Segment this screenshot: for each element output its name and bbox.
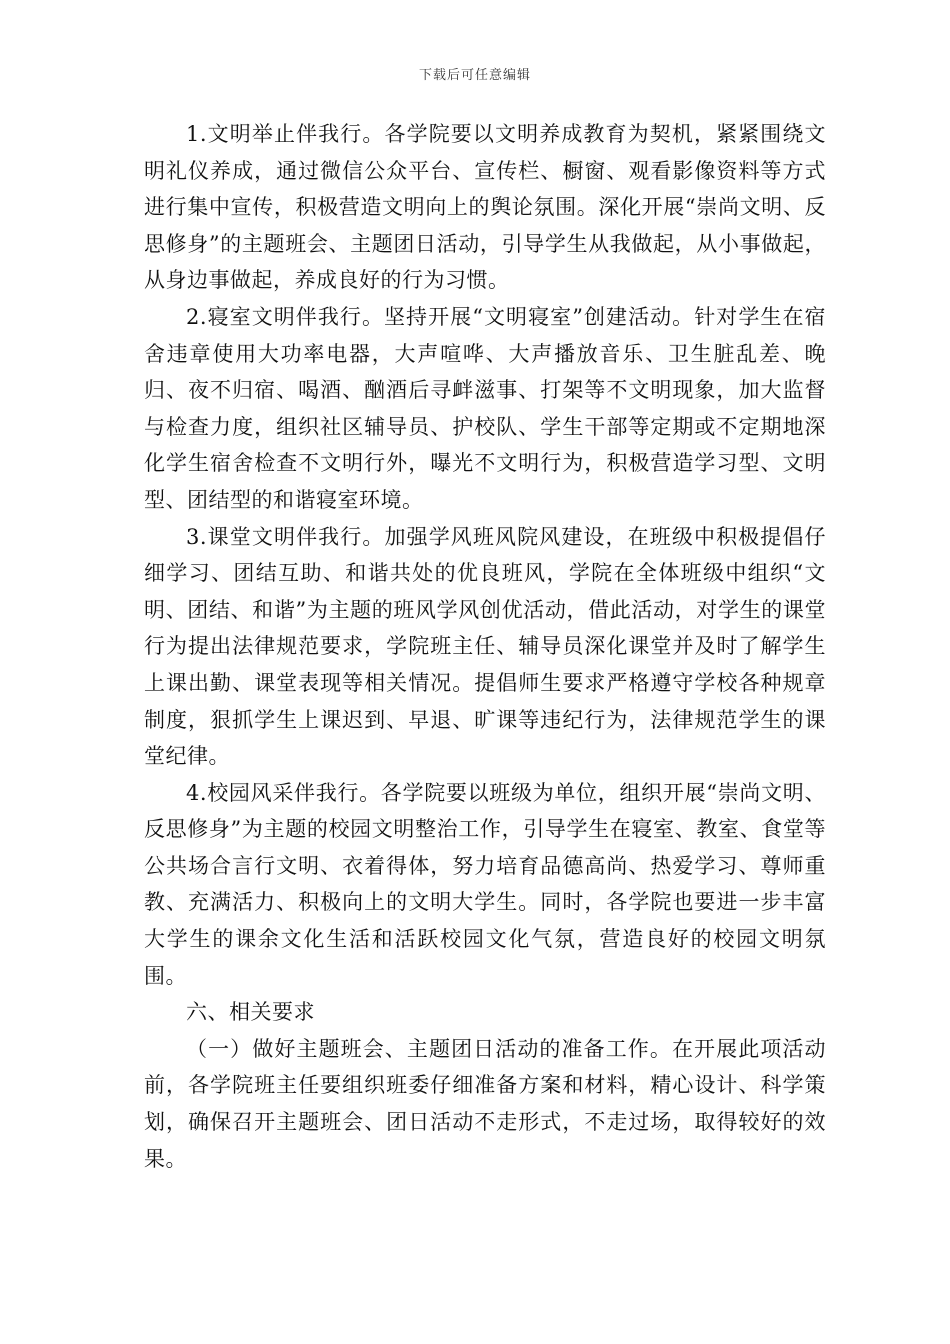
paragraph-campus-style: 4.校园风采伴我行。各学院要以班级为单位，组织开展“崇尚文明、反思修身”为主题的校园文明整治工作，引导学生在寝室、教室、食堂等公共场合言行文明、衣着得体，努力培育品德高尚、热爱学习、尊师重教、充满活力、积极向上的文明大学生。同时，各学院也要进一步丰富大学生的课余文化生活和活跃校园文化气氛，营造良好的校园文明氛围。: [144, 780, 826, 988]
document-body: [144, 116, 826, 1177]
section-heading-requirements: 六、相关要求: [186, 1000, 315, 1025]
paragraph-civil-behavior: 1.文明举止伴我行。各学院要以文明养成教育为契机，紧紧围绕文明礼仪养成，通过微信公众平台、宣传栏、橱窗、观看影像资料等方式进行集中宣传，积极营造文明向上的舆论氛围。深化开展“崇尚文明、反思修身”的主题班会、主题团日活动，引导学生从我做起，从小事做起，从身边事做起，养成良好的行为习惯。: [144, 122, 826, 293]
page-header: 下载后可任意编辑: [418, 68, 531, 83]
paragraph-dormitory-civility: 2.寝室文明伴我行。坚持开展“文明寝室”创建活动。针对学生在宿舍违章使用大功率电器，大声喧哗、大声播放音乐、卫生脏乱差、晚归、夜不归宿、喝酒、酗酒后寻衅滋事、打架等不文明现象，加大监督与检查力度，组织社区辅导员、护校队、学生干部等定期或不定期地深化学生宿舍检查不文明行外，曝光不文明行为，积极营造学习型、文明型、团结型的和谐寝室环境。: [144, 304, 826, 512]
paragraph-requirement-1: （一）做好主题班会、主题团日活动的准备工作。在开展此项活动前，各学院班主任要组织班委仔细准备方案和材料，精心设计、科学策划，确保召开主题班会、团日活动不走形式，不走过场，取得较好的效果。: [144, 1036, 826, 1171]
paragraph-classroom-civility: 3.课堂文明伴我行。加强学风班风院风建设，在班级中积极提倡仔细学习、团结互助、和谐共处的优良班风，学院在全体班级中组织“文明、团结、和谐”为主题的班风学风创优活动，借此活动，对学生的课堂行为提出法律规范要求，学院班主任、辅导员深化课堂并及时了解学生上课出勤、课堂表现等相关情况。提倡师生要求严格遵守学校各种规章制度，狠抓学生上课迟到、早退、旷课等违纪行为，法律规范学生的课堂纪律。: [144, 524, 826, 769]
